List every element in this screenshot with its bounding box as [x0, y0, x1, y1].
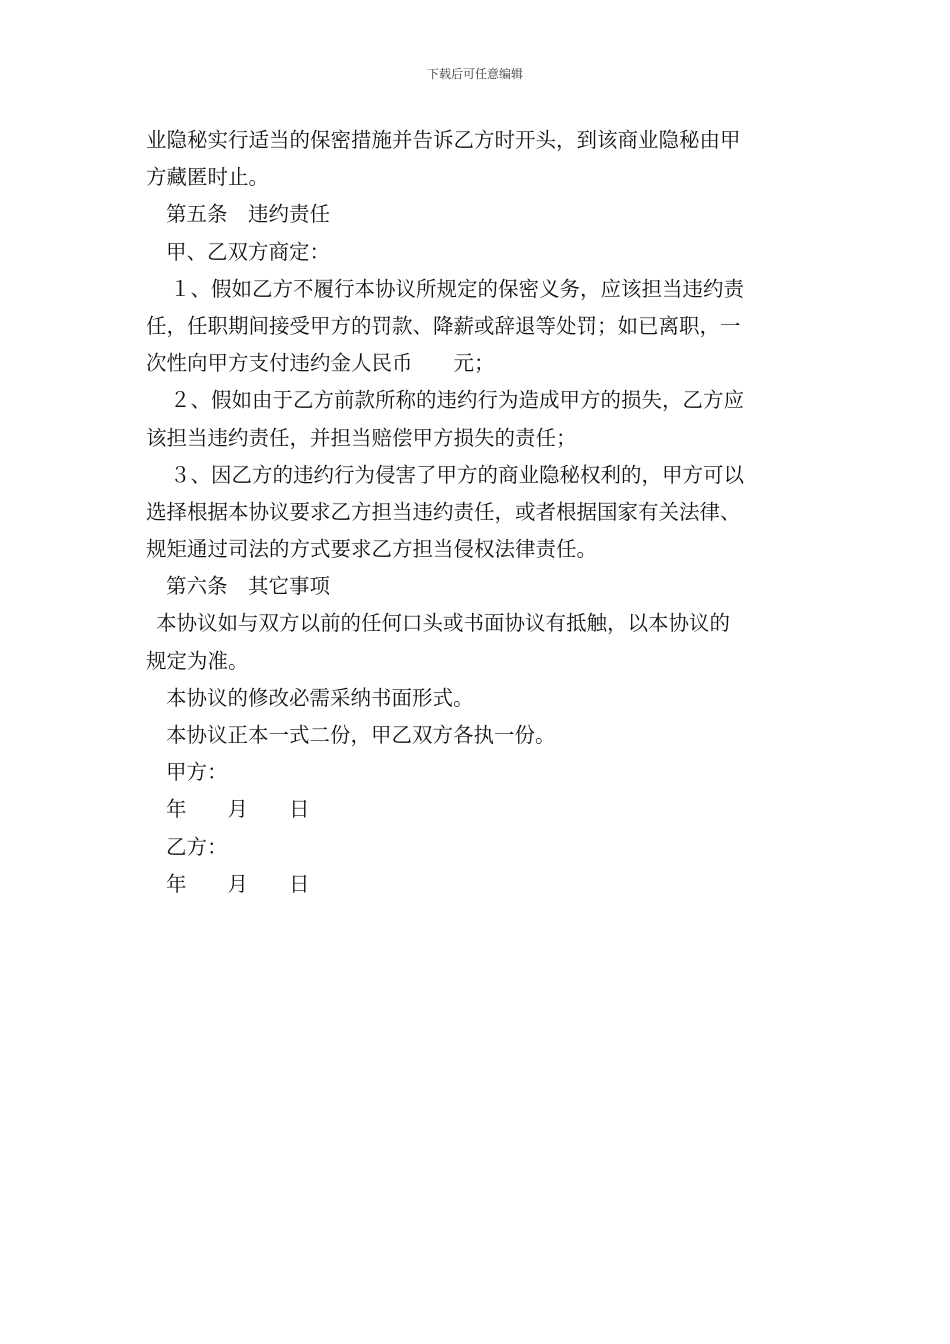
- clause-line: １、假如乙方不履行本协议所规定的保密义务，应该担当违约责: [170, 276, 744, 301]
- paragraph-line: 规定为准。: [146, 648, 249, 673]
- party-b-label: 乙方：: [166, 834, 228, 859]
- party-a-label: 甲方：: [166, 760, 228, 785]
- clause-line: ２、假如由于乙方前款所称的违约行为造成甲方的损失，乙方应: [170, 388, 744, 413]
- clause-line: 规矩通过司法的方式要求乙方担当侵权法律责任。: [146, 537, 597, 562]
- clause-line: 次性向甲方支付违约金人民币 元；: [146, 351, 495, 376]
- clause-line: ３、因乙方的违约行为侵害了甲方的商业隐秘权利的，甲方可以: [170, 462, 744, 487]
- article-heading: 第六条 其它事项: [166, 574, 330, 599]
- party-b-date: 年 月 日: [166, 871, 310, 896]
- article-heading: 第五条 违约责任: [166, 202, 330, 227]
- clause-line: 任，任职期间接受甲方的罚款、降薪或辞退等处罚；如已离职，一: [146, 313, 741, 338]
- clause-line: 该担当违约责任，并担当赔偿甲方损失的责任；: [146, 425, 577, 450]
- document-body: [146, 122, 808, 903]
- page-header: 下载后可任意编辑: [426, 67, 523, 81]
- paragraph-line: 本协议如与双方以前的任何口头或书面协议有抵触，以本协议的: [156, 611, 730, 636]
- paragraph-line: 甲、乙双方商定：: [166, 239, 330, 264]
- party-a-date: 年 月 日: [166, 797, 310, 822]
- paragraph-line: 本协议正本一式二份，甲乙双方各执一份。: [166, 723, 556, 747]
- clause-line: 选择根据本协议要求乙方担当违约责任，或者根据国家有关法律、: [146, 499, 741, 524]
- paragraph-line: 方藏匿时止。: [146, 165, 269, 190]
- paragraph-line: 业隐秘实行适当的保密措施并告诉乙方时开头，到该商业隐秘由甲: [146, 128, 741, 152]
- paragraph-line: 本协议的修改必需采纳书面形式。: [166, 685, 474, 710]
